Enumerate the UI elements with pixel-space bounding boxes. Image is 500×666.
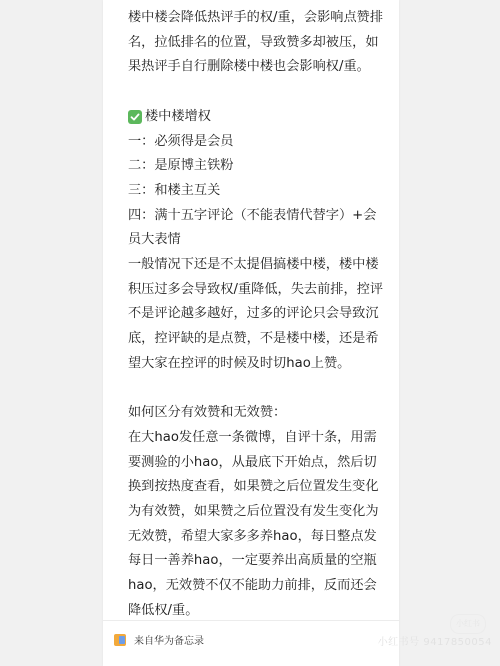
- source-footer: [114, 632, 394, 647]
- intro-line: 名，拉低排名的位置，导致赞多却被压，如: [128, 34, 379, 50]
- footer-divider: [103, 620, 399, 621]
- paragraph-line: 为有效赞，如果赞之后位置没有发生变化为: [128, 504, 379, 520]
- rule-line: 二：是原博主铁粉: [128, 158, 234, 174]
- note-body: [128, 6, 386, 624]
- paragraph-line: 一般情况下还是不太提倡搞楼中楼，楼中楼: [128, 257, 379, 273]
- watermark-badge: 小红书: [450, 614, 486, 634]
- rule-line: 一：必须得是会员: [128, 133, 234, 149]
- watermark: 小红书号 9417850054: [377, 637, 492, 648]
- notes-app-icon: [114, 634, 126, 646]
- intro-line: 楼中楼会降低热评手的权/重，会影响点赞排: [128, 10, 384, 25]
- section-heading-row: [128, 105, 386, 130]
- blank-line: [128, 80, 386, 105]
- paragraph-line: 望大家在控评的时候及时切hao上赞。: [128, 355, 351, 371]
- paragraph-line: 降低权/重。: [128, 602, 199, 618]
- paragraph-line: 每日一善养hao，一定要养出高质量的空瓶: [128, 553, 377, 569]
- question-line: 如何区分有效赞和无效赞：: [128, 405, 287, 421]
- paragraph-line: 积压过多会导致权/重降低，失去前排，控评: [128, 281, 384, 297]
- paragraph-line: 换到按热度查看，如果赞之后位置发生变化: [128, 479, 379, 495]
- paragraph-line: 在大hao发任意一条微博，自评十条，用需: [128, 429, 377, 445]
- rule-line: 四：满十五字评论（不能表情代替字）+会: [128, 207, 377, 223]
- rule-line: 员大表情: [128, 232, 181, 248]
- paragraph-line: hao，无效赞不仅不能助力前排，反而还会: [128, 578, 377, 594]
- paragraph-line: 要测验的小hao，从最底下开始点，然后切: [128, 454, 377, 470]
- section-heading: 楼中楼增权: [145, 108, 211, 124]
- paragraph-line: 无效赞，希望大家多多养hao，每日整点发: [128, 528, 377, 544]
- source-label: 来自华为备忘录: [134, 636, 204, 647]
- blank-line: [128, 377, 386, 402]
- paragraph-line: 不是评论越多越好，过多的评论只会导致沉: [128, 306, 379, 322]
- check-mark-icon: [128, 110, 142, 124]
- intro-line: 果热评手自行删除楼中楼也会影响权/重。: [128, 59, 370, 75]
- paragraph-line: 底，控评缺的是点赞，不是楼中楼，还是希: [128, 331, 379, 347]
- rule-line: 三：和楼主互关: [128, 182, 221, 198]
